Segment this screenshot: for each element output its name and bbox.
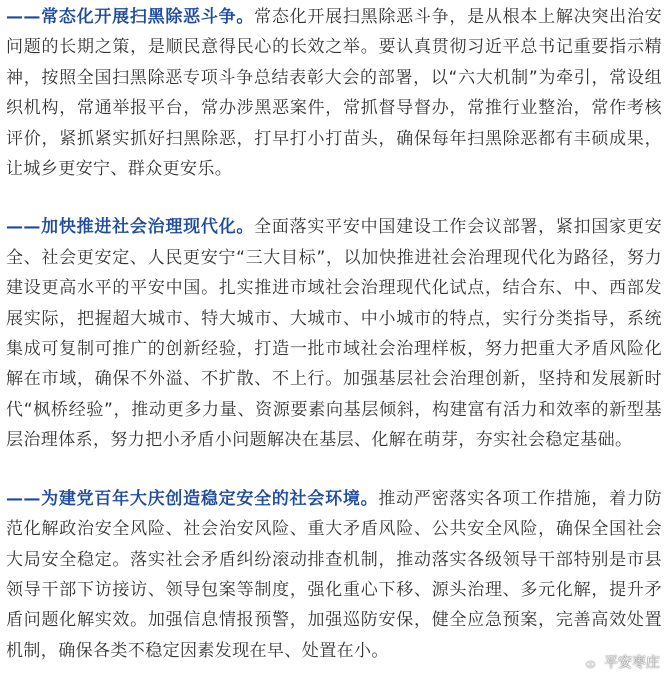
- wechat-icon: [576, 652, 598, 672]
- section-3-heading: ——为建党百年大庆创造稳定安全的社会环境。: [6, 488, 379, 509]
- section-3: [6, 484, 662, 666]
- section-2-body: 全面落实平安中国建设工作会议部署，紧扣国家更安全、社会更安定、人民更安宁“三大目标”，以加快推进社会治理现代化为路径，努力建设更高水平的平安中国。扎实推进市域社会治理现代化试点，结合东、中、西部发展实际，把握超大城市、特大城市、大城市、中小城市的特点，实行分类指导，系统集成可复制可推广的创新经验，打造一批市域社会治理样板，努力把重大矛盾风险化解在市域，确保不外溢、不扩散、不上行。加强基层社会治理创新，坚持和发展新时代“枫桥经验”，推动更多力量、资源要素向基层倾斜，构建富有活力和效率的新型基层治理体系，努力把小矛盾小问题解决在基层、化解在萌芽，夯实社会稳定基础。: [6, 217, 663, 451]
- watermark: [576, 652, 660, 672]
- article: [6, 2, 662, 666]
- watermark-text: 平安枣庄: [604, 655, 660, 671]
- section-1-body: 常态化开展扫黑除恶斗争，是从根本上解决突出治安问题的长期之策，是顺民意得民心的长效之举。要认真贯彻习近平总书记重要指示精神，按照全国扫黑除恶专项斗争总结表彰大会的部署，以“六大机制”为牵引，常设组织机构，常通举报平台，常办涉黑恶案件，常抓督导督办，常推行业整治，常作考核评价，紧抓紧实抓好扫黑除恶，打早打小打苗头，确保每年扫黑除恶都有丰硕成果，让城乡更安宁、群众更安乐。: [6, 7, 663, 180]
- section-3-body: 推动严密落实各项工作措施，着力防范化解政治安全风险、社会治安风险、重大矛盾风险、公共安全风险，确保全国社会大局安全稳定。落实社会矛盾纠纷滚动排查机制，推动落实各级领导干部特别是市县领导干部下访接访、领导包案等制度，强化重心下移、源头治理、多元化解，提升矛盾问题化解实效。加强信息情报预警，加强巡防安保，健全应急预案，完善高效处置机制，确保各类不稳定因素发现在早、处置在小。: [6, 488, 662, 661]
- section-1-heading: ——常态化开展扫黑除恶斗争。: [6, 7, 255, 27]
- section-2-heading: ——加快推进社会治理现代化。: [6, 217, 255, 238]
- section-1: [6, 2, 662, 184]
- section-2: [6, 212, 662, 455]
